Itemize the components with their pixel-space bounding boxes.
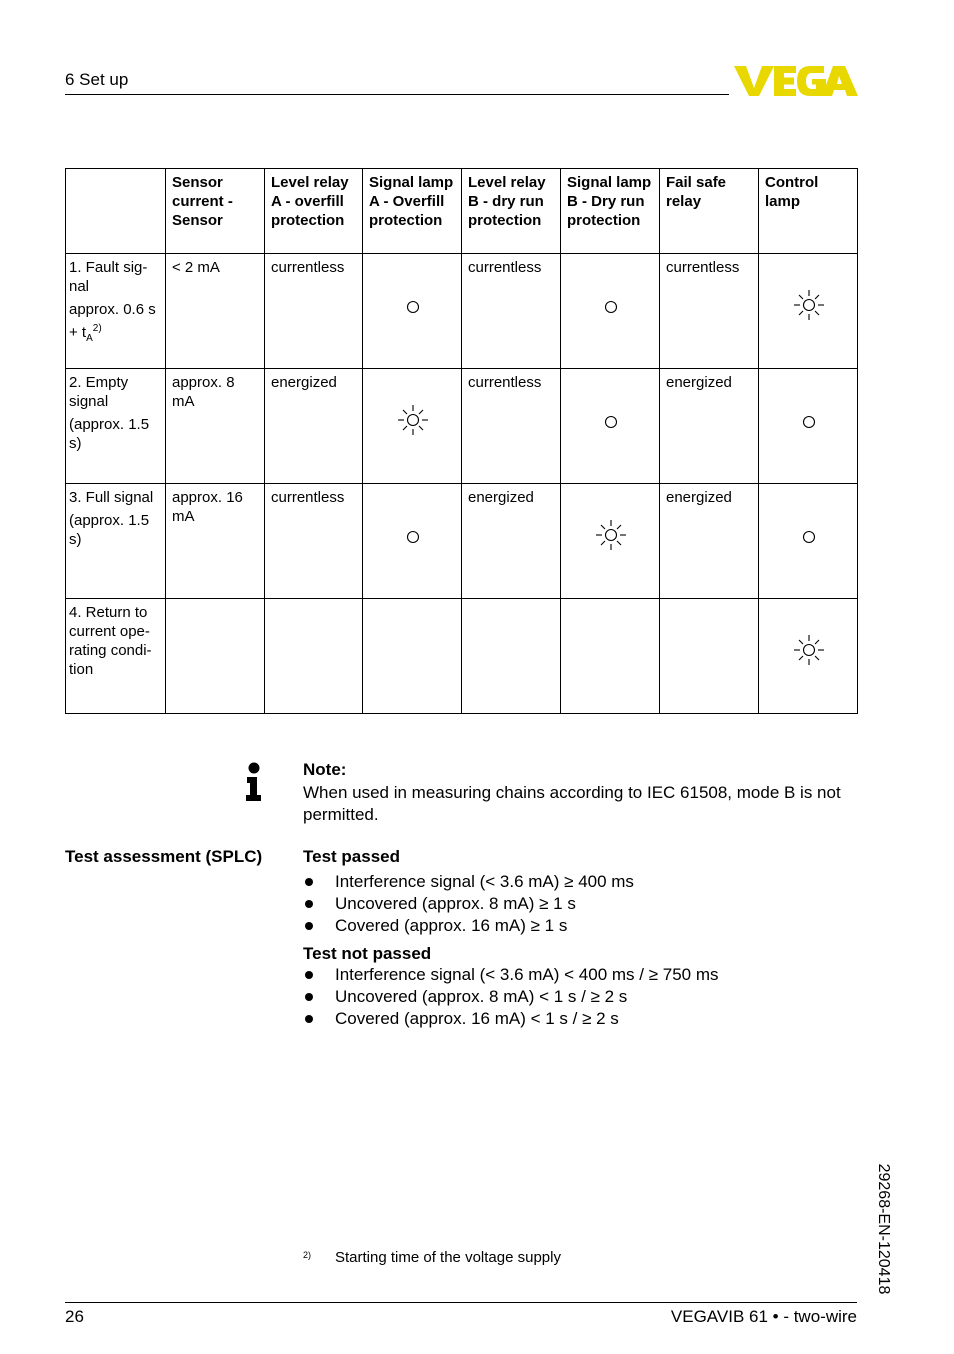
lamp-on-icon bbox=[396, 403, 430, 437]
relay-a-cell: currentless bbox=[265, 254, 363, 369]
fail-safe-cell: currentless bbox=[660, 254, 759, 369]
row-label bbox=[66, 369, 166, 484]
sensor-current-cell: approx. 16 mA bbox=[166, 484, 265, 599]
list-item: Covered (approx. 16 mA) ≥ 1 s bbox=[303, 915, 634, 937]
header-sensor-current: Sensor current - Sensor bbox=[166, 169, 265, 254]
relay-a-cell bbox=[265, 599, 363, 714]
lamp-a-cell bbox=[363, 254, 462, 369]
side-heading: Test assessment (SPLC) bbox=[65, 847, 263, 866]
table-header-row bbox=[66, 169, 858, 254]
control-lamp-cell bbox=[759, 254, 858, 369]
page-number: 26 bbox=[65, 1307, 84, 1326]
list-item: Covered (approx. 16 mA) < 1 s / ≥ 2 s bbox=[303, 1008, 719, 1030]
test-not-passed-title: Test not passed bbox=[303, 944, 432, 963]
row-label-line: (approx. 1.5 s) bbox=[69, 512, 150, 548]
test-not-passed-list bbox=[303, 964, 719, 1030]
sensor-current-cell: approx. 8 mA bbox=[166, 369, 265, 484]
header-level-relay-a: Level relay A - overfill protection bbox=[265, 169, 363, 254]
row-label: 4. Return to current ope-rating condi-tion bbox=[66, 599, 166, 714]
lamp-b-cell bbox=[561, 484, 660, 599]
test-passed-list bbox=[303, 871, 634, 937]
row-label-line: 2. Empty signal bbox=[69, 374, 129, 410]
list-item: Uncovered (approx. 8 mA) < 1 s / ≥ 2 s bbox=[303, 986, 719, 1008]
subscript: A bbox=[86, 333, 93, 344]
lamp-off-icon bbox=[406, 300, 420, 314]
row-label-text: + t bbox=[69, 324, 87, 341]
row-label-line: 1. Fault sig-nal bbox=[69, 259, 148, 295]
lamp-on-icon bbox=[792, 633, 826, 667]
header-fail-safe-relay: Fail safe relay bbox=[660, 169, 759, 254]
list-item: Uncovered (approx. 8 mA) ≥ 1 s bbox=[303, 893, 634, 915]
footer-rule bbox=[65, 1302, 857, 1303]
header-signal-lamp-a: Signal lamp A - Overfill protection bbox=[363, 169, 462, 254]
row-label-line: 3. Full signal bbox=[69, 489, 154, 506]
lamp-off-icon bbox=[802, 530, 816, 544]
row-label-line bbox=[69, 319, 161, 348]
document-id: 29268-EN-120418 bbox=[875, 1163, 892, 1295]
lamp-off-icon bbox=[604, 415, 618, 429]
footnote-ref: 2) bbox=[92, 323, 102, 334]
test-passed-title: Test passed bbox=[303, 847, 401, 866]
table-row bbox=[66, 484, 858, 599]
header-rule bbox=[65, 94, 729, 95]
lamp-b-cell bbox=[561, 369, 660, 484]
fail-safe-cell: energized bbox=[660, 484, 759, 599]
sensor-current-cell: < 2 mA bbox=[166, 254, 265, 369]
control-lamp-cell bbox=[759, 369, 858, 484]
table-row bbox=[66, 254, 858, 369]
relay-b-cell bbox=[462, 599, 561, 714]
lamp-a-cell bbox=[363, 369, 462, 484]
note-text: When used in measuring chains according to IEC 61508, mode B is not permitted. bbox=[303, 783, 841, 824]
lamp-a-cell bbox=[363, 484, 462, 599]
relay-a-cell: energized bbox=[265, 369, 363, 484]
info-icon bbox=[244, 762, 264, 802]
relay-b-cell: energized bbox=[462, 484, 561, 599]
row-label bbox=[66, 484, 166, 599]
lamp-a-cell bbox=[363, 599, 462, 714]
control-lamp-cell bbox=[759, 484, 858, 599]
relay-b-cell: currentless bbox=[462, 254, 561, 369]
row-label bbox=[66, 254, 166, 369]
header-level-relay-b: Level relay B - dry run protection bbox=[462, 169, 561, 254]
fail-safe-cell bbox=[660, 599, 759, 714]
note-title: Note: bbox=[303, 760, 347, 779]
control-lamp-cell bbox=[759, 599, 858, 714]
list-item: Interference signal (< 3.6 mA) < 400 ms / ≥ 750 ms bbox=[303, 964, 719, 986]
lamp-on-icon bbox=[594, 518, 628, 552]
header-section-title: 6 Set up bbox=[65, 70, 129, 89]
lamp-off-icon bbox=[802, 415, 816, 429]
relay-a-cell: currentless bbox=[265, 484, 363, 599]
header-control-lamp: Control lamp bbox=[759, 169, 858, 254]
lamp-off-icon bbox=[604, 300, 618, 314]
lamp-b-cell bbox=[561, 254, 660, 369]
footnote-mark: 2) bbox=[303, 1250, 312, 1260]
table-row bbox=[66, 599, 858, 714]
table-row bbox=[66, 369, 858, 484]
footer-product-name: VEGAVIB 61 • - two-wire bbox=[670, 1307, 857, 1326]
lamp-off-icon bbox=[406, 530, 420, 544]
lamp-on-icon bbox=[792, 288, 826, 322]
row-label-line: approx. 0.6 s bbox=[69, 301, 156, 318]
vega-logo bbox=[734, 64, 858, 98]
header-empty bbox=[66, 169, 166, 254]
list-item: Interference signal (< 3.6 mA) ≥ 400 ms bbox=[303, 871, 634, 893]
sensor-current-cell bbox=[166, 599, 265, 714]
row-label-line: (approx. 1.5 s) bbox=[69, 416, 150, 452]
header-signal-lamp-b: Signal lamp B - Dry run protection bbox=[561, 169, 660, 254]
relay-b-cell: currentless bbox=[462, 369, 561, 484]
fail-safe-cell: energized bbox=[660, 369, 759, 484]
footnote-text: Starting time of the voltage supply bbox=[335, 1249, 561, 1266]
lamp-b-cell bbox=[561, 599, 660, 714]
signal-state-table bbox=[65, 168, 858, 714]
